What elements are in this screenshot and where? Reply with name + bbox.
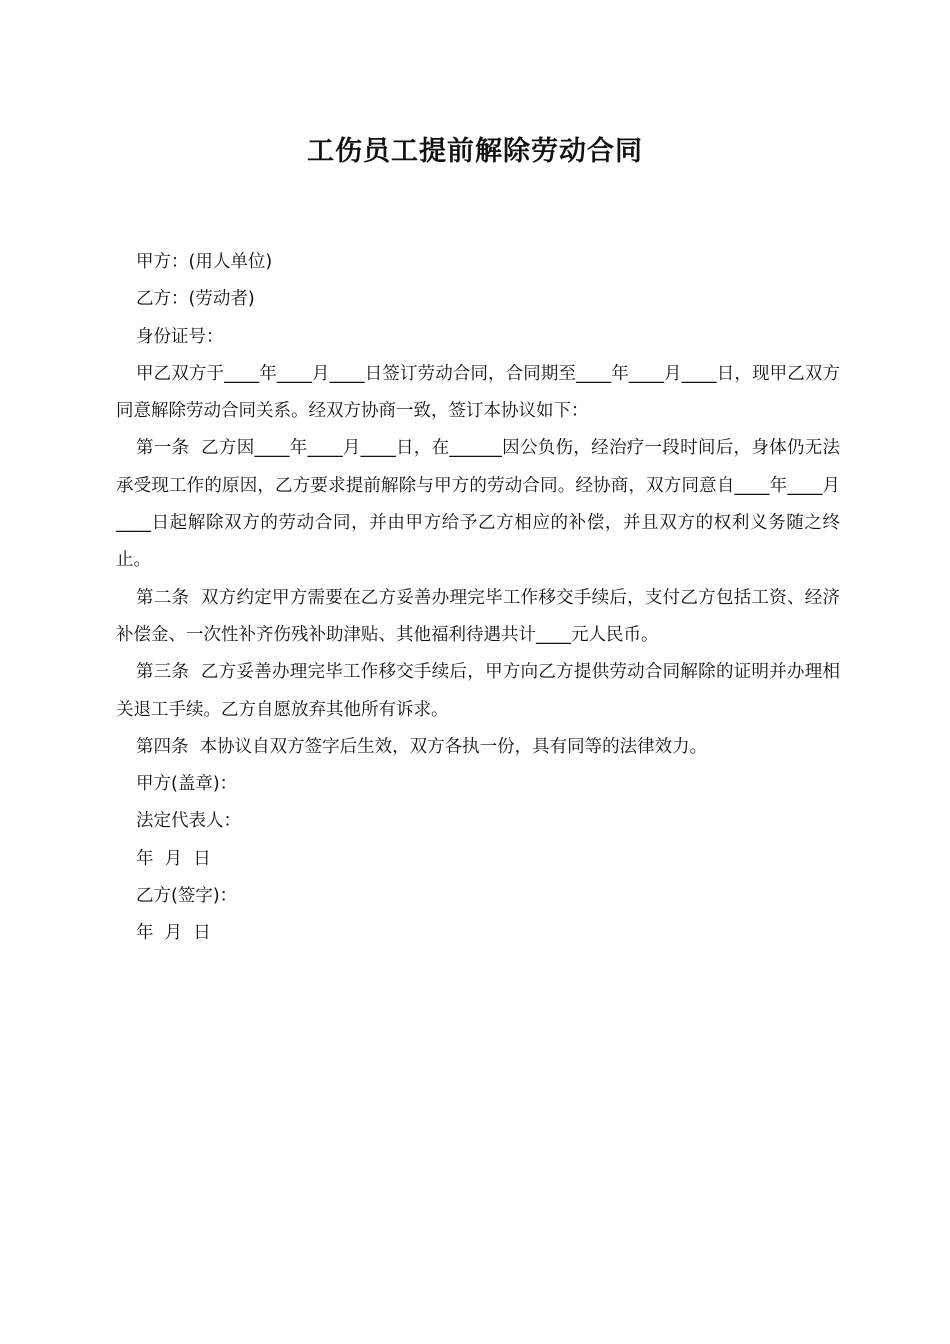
party-b-signature-line: 乙方(签字)： [136,886,238,907]
party-b-line: 乙方：(劳动者) [136,289,255,310]
party-b-date-line: 年 月 日 [136,923,211,944]
preamble-paragraph: 甲乙双方于____年____月____日签订劳动合同，合同期至____年____月____日，现甲乙双方同意解除劳动合同关系。经双方协商一致，签订本协议如下： [116,363,840,422]
id-number-line: 身份证号： [136,326,224,347]
document-body [116,244,840,953]
document-title: 工伤员工提前解除劳动合同 [307,136,643,167]
party-a-seal-line: 甲方(盖章)： [136,774,238,795]
party-a-line: 甲方：(用人单位) [136,252,273,272]
article-1: 第一条 乙方因____年____月____日，在______因公负伤，经治疗一段时间后，身体仍无法承受现工作的原因，乙方要求提前解除与甲方的劳动合同。经协商，双方同意自____年____月____日起解除双方的劳动合同，并由甲方给予乙方相应的补偿，并且双方的权利义务随之终止。 [116,438,840,571]
legal-representative-line: 法定代表人： [136,811,241,832]
article-2: 第二条 双方约定甲方需要在乙方妥善办理完毕工作移交手续后，支付乙方包括工资、经济补偿金、一次性补齐伤残补助津贴、其他福利待遇共计____元人民币。 [116,587,840,645]
party-a-date-line: 年 月 日 [136,848,211,869]
article-3: 第三条 乙方妥善办理完毕工作移交手续后，甲方向乙方提供劳动合同解除的证明并办理相关退工手续。乙方自愿放弃其他所有诉求。 [116,662,840,720]
article-4: 第四条 本协议自双方签字后生效，双方各执一份，具有同等的法律效力。 [136,736,708,757]
